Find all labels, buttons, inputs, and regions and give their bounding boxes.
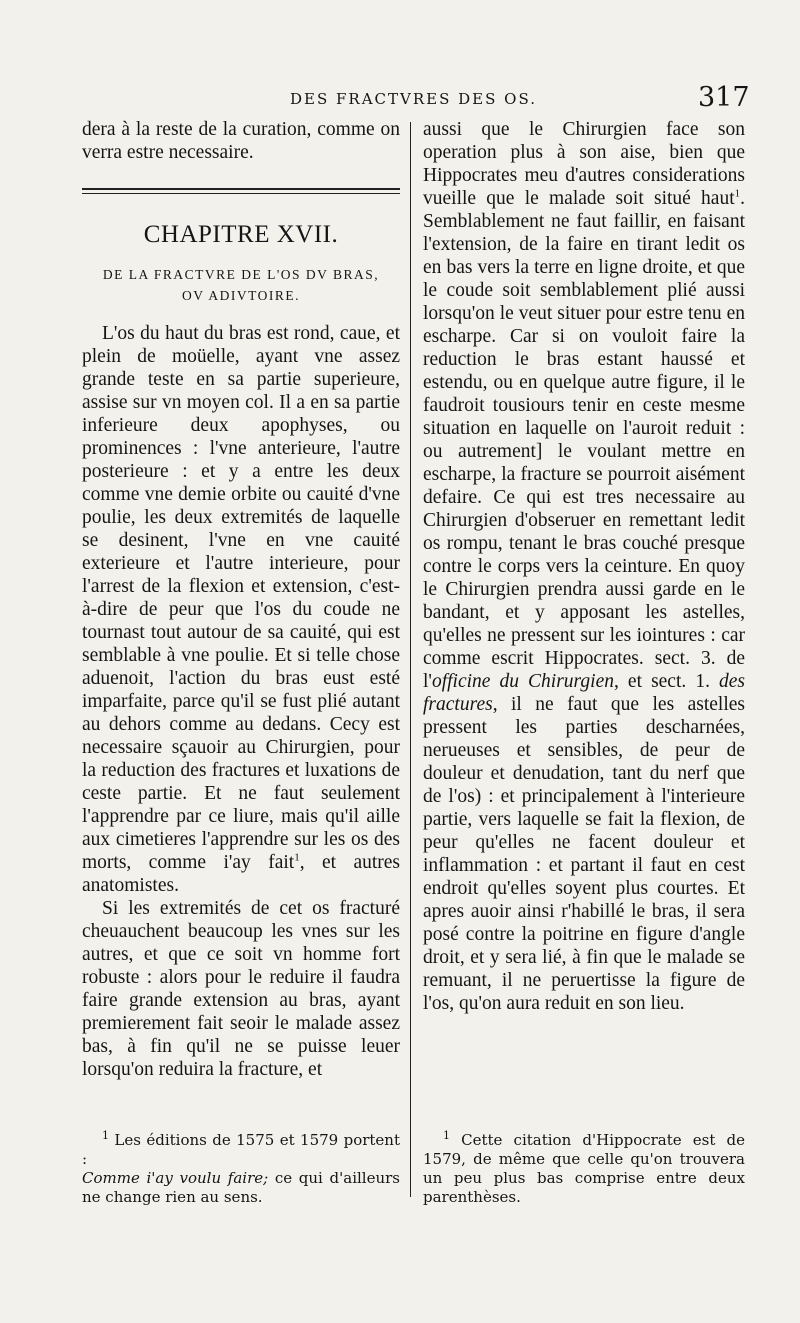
paragraph-1 xyxy=(82,322,400,897)
paragraph-1-end: , et autres anatomistes. xyxy=(82,852,400,896)
paragraph-3-part4: , il ne faut que les astelles pressent les parties descharnées, nerueuses et sensibles, de peur de douleur et denudation, tant du nerf que de l'os) : et principalement à l'interieure partie, vers laquelle se fait la flexion, de peur qu'elles ne facent douleur et inflammation : et partant il faut en cest endroit qu'elles soyent plus courtes. Et apres auoir ainsi r'habillé le bras, il sera posé contre la poitrine en figure d'angle droit, et y sera lié, à fin que le malade se remuant, il ne peruertisse la figure de l'os, qu'on aura reduit en son lieu. xyxy=(423,694,745,1014)
footnote-left-text: Les éditions de 1575 et 1579 portent : xyxy=(82,1131,400,1168)
footnote-right-text: Cette citation d'Hippocrate est de 1579, de même que celle qu'on trouvera un peu plus bas comprise entre deux parenthèses. xyxy=(423,1131,745,1206)
chapter-separator xyxy=(82,188,400,194)
italic-work-title: officine du Chirurgien xyxy=(431,671,614,692)
running-head: DES FRACTVRES DES OS. xyxy=(290,90,537,108)
footnote-ref: 1 xyxy=(294,851,300,864)
footnote-left xyxy=(82,1131,400,1207)
paragraph-3-text: aussi que le Chirurgien face son operation plus à son aise, bien que Hippocrates meu d'autres considerations vueille que le malade soit situé haut xyxy=(423,119,745,209)
paragraph-3-part3: , et sect. 1. xyxy=(614,671,710,692)
chapter-subtitle-line1: DE LA FRACTVRE DE L'OS DV BRAS, xyxy=(102,267,380,282)
footnote-number: 1 xyxy=(102,1129,109,1142)
chapter-subtitle xyxy=(82,264,400,306)
footnote-left-italic: Comme i'ay voulu faire; xyxy=(82,1169,269,1187)
chapter-title: CHAPITRE XVII. xyxy=(143,221,339,248)
footnote-ref: 1 xyxy=(734,187,741,200)
right-column xyxy=(423,118,745,1015)
paragraph-3-part2: . Semblablement ne faut faillir, en faisant l'extension, de la faire en tirant ledit os en bas vers la terre en ligne droite, et que le coude soit semblablement plié aussi lorsqu'on le veut situer pour estre tenu en escharpe. Car si on vouloit faire la reduction le bras estant haussé et estendu, ou en quelque autre figure, il le faudroit tousiours tenir en ceste mesme situation en laquelle on l'auroit reduit : ou autrement] le voulant mettre en escharpe, la fracture se pourroit aisément defaire. Ce qui est tres necessaire au Chirurgien d'obseruer en remettant ledit os rompu, tenant le bras couché presque contre le corps vers la ceinture. En quoy le Chirurgien prendra aussi garde en le bandant, et y apposant les astelles, qu'elles ne pressent sur les iointures : car comme escrit Hippocrates. sect. 3. de l' xyxy=(423,188,745,692)
footnote-left-end: ce qui d'ailleurs ne change rien au sens. xyxy=(82,1169,400,1206)
column-divider xyxy=(410,122,411,1197)
footnote-right xyxy=(423,1131,745,1207)
left-column xyxy=(82,118,400,1081)
chapter-subtitle-line2: OV ADIVTOIRE. xyxy=(181,288,300,303)
paragraph-2: Si les extremités de cet os fracturé cheuauchent beaucoup les vnes sur les autres, et que ce soit vn homme fort robuste : alors pour le reduire il faudra faire grande extension au bras, ayant premierement fait seoir le malade assez bas, à fin qu'il ne se puisse leuer lorsqu'on reduira la fracture, et xyxy=(82,898,400,1080)
footnote-number: 1 xyxy=(443,1129,450,1142)
paragraph-1-text: L'os du haut du bras est rond, caue, et plein de moüelle, ayant vne assez grande teste en sa partie superieure, assise sur vn moyen col. Il a en sa partie inferieure deux apophyses, ou prominences : l'vne anterieure, l'autre posterieure : et y a entre les deux comme vne demie orbite ou cauité d'vne poulie, les deux extremités de laquelle se desinent, l'vne en vne cauité exterieure et l'autre interieure, pour l'arrest de la flexion et extension, c'est-à-dire de peur que l'os du coude ne tournast tout autour de sa cauité, qui est semblable à vne poulie. Et si telle chose aduenoit, l'action du bras eust esté imparfaite, parce qu'il se fust plié autant au dehors comme au dedans. Cecy est necessaire sçauoir au Chirurgien, pour la reduction des fractures et luxations de ceste partie. Et ne faut seulement l'apprendre par ce liure, mais qu'il aille aux cimetieres l'apprendre sur les os des morts, comme i'ay fait xyxy=(82,323,400,873)
continuation-text: dera à la reste de la curation, comme on verra estre necessaire. xyxy=(82,119,400,163)
page-number: 317 xyxy=(698,82,750,113)
paragraph-3 xyxy=(423,118,745,1015)
italic-section-title: des fractures xyxy=(423,671,746,715)
